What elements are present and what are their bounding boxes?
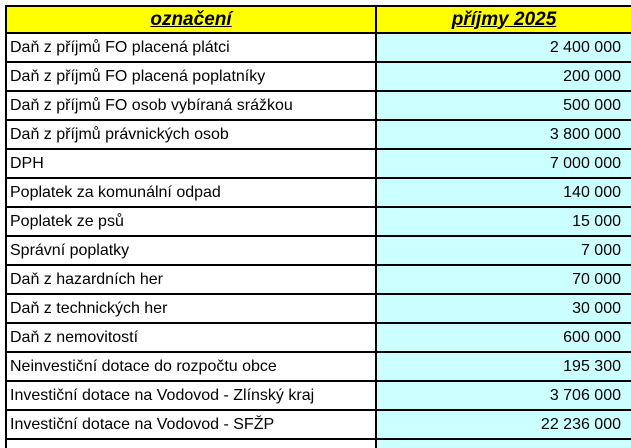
table-body (6, 33, 631, 448)
partial-row (6, 439, 631, 448)
row-label: Investiční dotace na Vodovod - SFŽP (6, 410, 376, 439)
row-label: Poplatek ze psů (6, 207, 376, 236)
row-label: Daň z technických her (6, 294, 376, 323)
row-amount: 195 300 (376, 352, 631, 381)
row-label: Neinvestiční dotace do rozpočtu obce (6, 352, 376, 381)
row-amount: 140 000 (376, 178, 631, 207)
row-label: Daň z nemovitostí (6, 323, 376, 352)
row-amount: 600 000 (376, 323, 631, 352)
row-amount: 70 000 (376, 265, 631, 294)
table-row (6, 410, 631, 439)
row-label: Investiční dotace na Vodovod - Zlínský kraj (6, 381, 376, 410)
row-label: Daň z příjmů FO placená poplatníky (6, 62, 376, 91)
table-row (6, 91, 631, 120)
row-amount: 3 706 000 (376, 381, 631, 410)
row-label: Daň z hazardních her (6, 265, 376, 294)
table-header (6, 6, 631, 33)
table-row (6, 149, 631, 178)
table-row (6, 120, 631, 149)
header-amount-column: příjmy 2025 (376, 6, 631, 33)
row-amount: 15 000 (376, 207, 631, 236)
table-row (6, 62, 631, 91)
revenue-table (5, 5, 631, 448)
row-label: Daň z příjmů FO osob vybíraná srážkou (6, 91, 376, 120)
table-row (6, 33, 631, 62)
row-label: Poplatek za komunální odpad (6, 178, 376, 207)
row-amount: 500 000 (376, 91, 631, 120)
row-label: Správní poplatky (6, 236, 376, 265)
table-row (6, 265, 631, 294)
row-amount: 2 400 000 (376, 33, 631, 62)
row-amount: 7 000 000 (376, 149, 631, 178)
table-row (6, 178, 631, 207)
table-row (6, 207, 631, 236)
table-row (6, 236, 631, 265)
partial-row-label (6, 439, 376, 448)
row-label: Daň z příjmů FO placená plátci (6, 33, 376, 62)
table-row (6, 352, 631, 381)
table-row (6, 323, 631, 352)
row-amount: 30 000 (376, 294, 631, 323)
table-row (6, 381, 631, 410)
partial-row-amount (376, 439, 631, 448)
table-row (6, 294, 631, 323)
row-label: DPH (6, 149, 376, 178)
row-amount: 200 000 (376, 62, 631, 91)
row-amount: 22 236 000 (376, 410, 631, 439)
header-row (6, 6, 631, 33)
row-amount: 3 800 000 (376, 120, 631, 149)
row-label: Daň z příjmů právnických osob (6, 120, 376, 149)
row-amount: 7 000 (376, 236, 631, 265)
header-label-column: označení (6, 6, 376, 33)
